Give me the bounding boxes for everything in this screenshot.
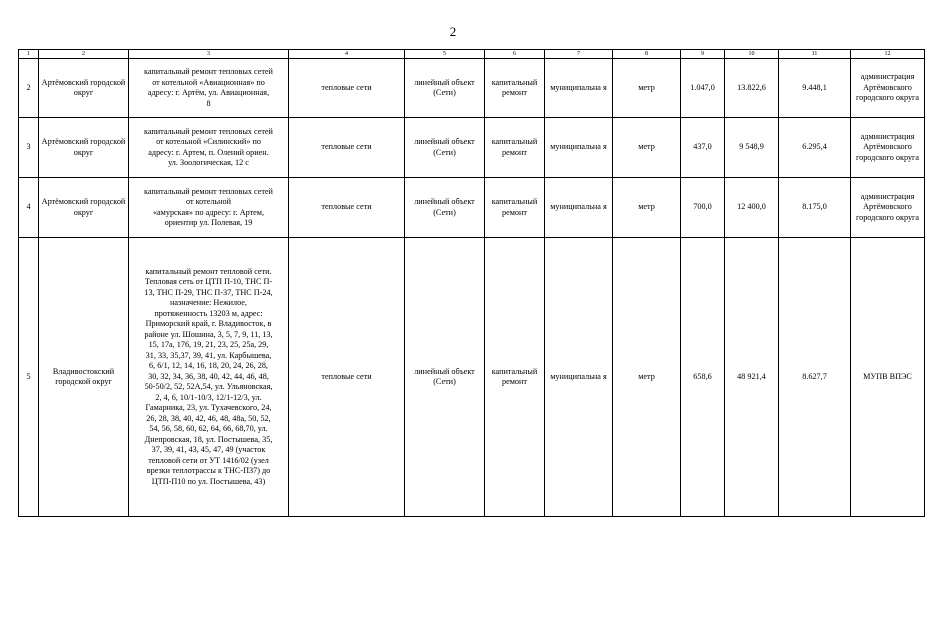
responsible-org: администрация Артёмовского городского округа (851, 59, 925, 118)
object-kind: линейный объект (Сети) (405, 118, 485, 178)
work-description: капитальный ремонт тепловых сетей от котельной «амурская» по адресу: г. Артем, ориентир ул. Полевая, 19 (129, 178, 289, 238)
column-number: 6 (485, 50, 545, 59)
object-type: тепловые сети (289, 238, 405, 517)
municipality: Артёмовский городской округ (39, 59, 129, 118)
responsible-org: администрация Артёмовского городского округа (851, 118, 925, 178)
cost: 13.822,6 (725, 59, 779, 118)
table-row (19, 238, 925, 517)
cost: 48 921,4 (725, 238, 779, 517)
amount: 8.627,7 (779, 238, 851, 517)
work-description: капитальный ремонт тепловых сетей от котельной «Авиационная» по адресу: г. Артём, ул. Авиационная, 8 (129, 59, 289, 118)
work-kind: капитальный ремонт (485, 59, 545, 118)
municipality: Владивостокский городской округ (39, 238, 129, 517)
column-number: 3 (129, 50, 289, 59)
column-number: 5 (405, 50, 485, 59)
column-number: 9 (681, 50, 725, 59)
work-description: капитальный ремонт тепловой сети. Тепловая сеть от ЦТП П-10, ТНС П- 13, ТНС П-29, ТНС П-37, ТНС П-24, назначение: Нежилое, протяженность 13203 м, адрес: Приморский край, г. Владивосток, в районе ул. Шошина, 3, 5, 7, 9, 11, 13, 15, 17а, 176, 19, 21, 23, 25, 25а, 29, 31, 33, 35,37, 39, 41, ул. Карбышева, 6, 6/1, 12, 14, 16, 18, 20, 24, 26, 28, 30, 32, 34, 36, 38, 40, 42, 44, 46, 48, 50-50/2, 52, 52А,54, ул. Ульяновская, 2, 4, 6, 10/1-10/3, 12/1-12/3, ул. Гамарника, 23, ул. Тухачевского, 24, 26, 28, 38, 40, 42, 46, 48, 48а, 50, 52, 54, 56, 58, 60, 62, 64, 66, 68,70, ул. Днепровская, 18, ул. Постышева, 35, 37, 39, 41, 43, 45, 47, 49 (участок тепловой сети от УТ 1416/02 (узел врезки теплотрассы к ТНС-П37) до ЦТП-П10 по ул. Постышева, 43) (129, 238, 289, 517)
amount: 6.295,4 (779, 118, 851, 178)
object-type: тепловые сети (289, 178, 405, 238)
object-kind: линейный объект (Сети) (405, 178, 485, 238)
column-number: 1 (19, 50, 39, 59)
column-number: 2 (39, 50, 129, 59)
object-kind: линейный объект (Сети) (405, 59, 485, 118)
object-type: тепловые сети (289, 59, 405, 118)
column-number: 12 (851, 50, 925, 59)
cost: 12 400,0 (725, 178, 779, 238)
municipality: Артёмовский городской округ (39, 178, 129, 238)
column-number: 8 (613, 50, 681, 59)
column-number: 7 (545, 50, 613, 59)
municipality: Артёмовский городской округ (39, 118, 129, 178)
cost: 9 548,9 (725, 118, 779, 178)
quantity: 1.047,0 (681, 59, 725, 118)
amount: 9.448,1 (779, 59, 851, 118)
row-number: 2 (19, 59, 39, 118)
table-row (19, 59, 925, 118)
unit: метр (613, 59, 681, 118)
responsible-org: администрация Артёмовского городского округа (851, 178, 925, 238)
unit: метр (613, 178, 681, 238)
row-number: 5 (19, 238, 39, 517)
row-number: 3 (19, 118, 39, 178)
table-row (19, 178, 925, 238)
quantity: 700,0 (681, 178, 725, 238)
column-number: 4 (289, 50, 405, 59)
table-row (19, 118, 925, 178)
unit: метр (613, 118, 681, 178)
column-number: 11 (779, 50, 851, 59)
work-kind: капитальный ремонт (485, 238, 545, 517)
column-number-row (19, 50, 925, 59)
object-type: тепловые сети (289, 118, 405, 178)
repair-table (18, 49, 925, 517)
responsible-org: МУПВ ВПЭС (851, 238, 925, 517)
column-number: 10 (725, 50, 779, 59)
work-kind: капитальный ремонт (485, 178, 545, 238)
quantity: 658,6 (681, 238, 725, 517)
page-number: 2 (449, 24, 457, 39)
quantity: 437,0 (681, 118, 725, 178)
ownership: муниципальна я (545, 59, 613, 118)
work-kind: капитальный ремонт (485, 118, 545, 178)
ownership: муниципальна я (545, 238, 613, 517)
ownership: муниципальна я (545, 178, 613, 238)
amount: 8.175,0 (779, 178, 851, 238)
object-kind: линейный объект (Сети) (405, 238, 485, 517)
ownership: муниципальна я (545, 118, 613, 178)
work-description: капитальный ремонт тепловых сетей от котельной «Силинский» по адресу: г. Артем, п. Олений ориен. ул. Зоологическая, 12 с (129, 118, 289, 178)
unit: метр (613, 238, 681, 517)
row-number: 4 (19, 178, 39, 238)
